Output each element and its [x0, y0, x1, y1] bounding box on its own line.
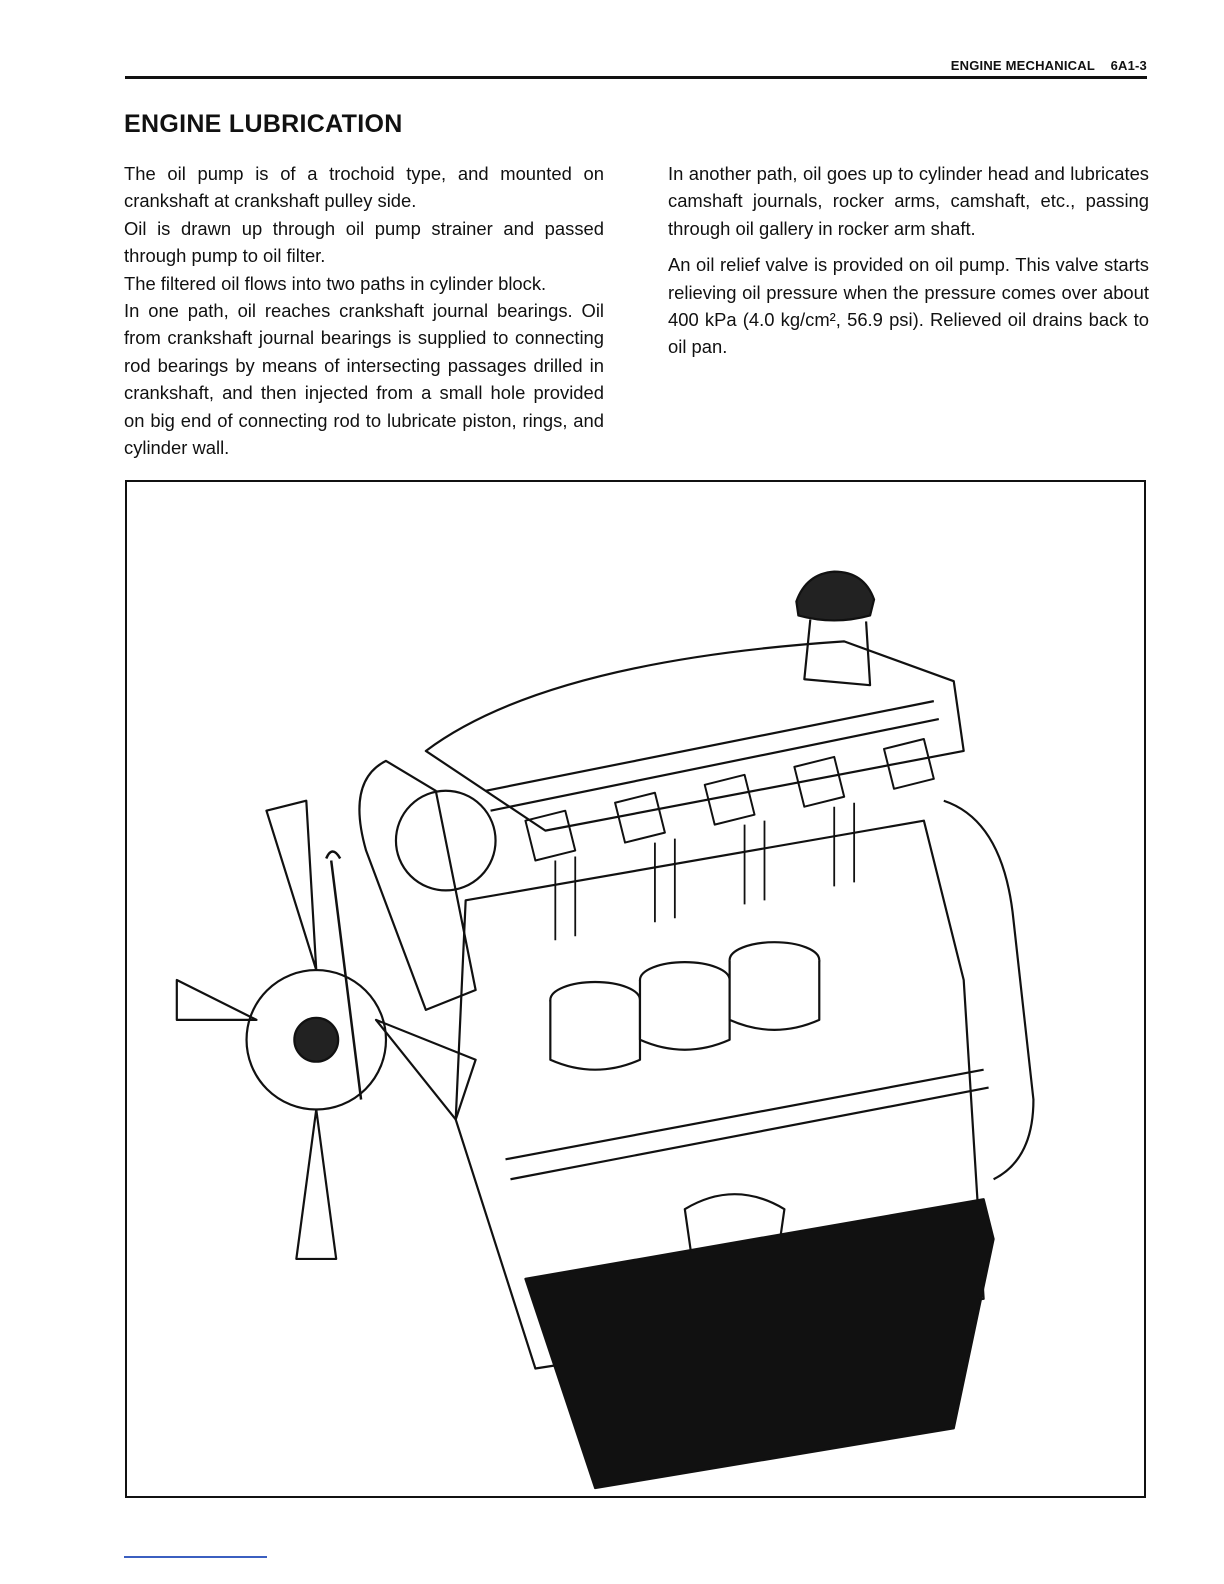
page-header: [125, 58, 1147, 79]
exhaust-manifold: [944, 801, 1034, 1180]
left-text-column: [124, 160, 604, 461]
crankshaft: [506, 1070, 989, 1180]
cooling-fan: [177, 801, 476, 1259]
page-title: ENGINE LUBRICATION: [124, 110, 403, 138]
paragraph: The oil pump is of a trochoid type, and mounted on crankshaft at crankshaft pulley side.: [124, 163, 604, 212]
paragraph: In another path, oil goes up to cylinder head and lubricates camshaft journals, rocker arms, camshaft, etc., passing through oil gallery in rocker arm shaft.: [668, 163, 1149, 239]
rocker-arms: [525, 739, 933, 861]
engine-cutaway-illustration: [127, 482, 1144, 1496]
right-text-column: [668, 160, 1149, 361]
footer-rule: [124, 1556, 267, 1558]
oil-filler-cap: [796, 572, 874, 621]
header-page-number: 6A1-3: [1110, 58, 1147, 73]
oil-filler-neck: [804, 619, 870, 685]
pistons: [550, 942, 819, 1069]
paragraph: In one path, oil reaches crankshaft journal bearings. Oil from crankshaft journal bearings is supplied to connecting rod bearings by means of intersecting passages drilled in crankshaft, and then injected from a small hole provided on big end of connecting rod to lubricate piston, rings, and cylinder wall.: [124, 300, 604, 459]
paragraph: The filtered oil flows into two paths in cylinder block.: [124, 272, 547, 294]
oil-pan: [525, 1199, 993, 1488]
paragraph: Oil is drawn up through oil pump strainer and passed through pump to oil filter.: [124, 217, 604, 267]
camshaft: [486, 701, 939, 811]
cylinder-head: [426, 641, 964, 830]
paragraph: An oil relief valve is provided on oil pump. This valve starts relieving oil pressure when the pressure comes over about 400 kPa (4.0 kg/cm², 56.9 psi). Relieved oil drains back to oil pan.: [668, 254, 1149, 358]
header-section-title: ENGINE MECHANICAL: [950, 58, 1095, 73]
valve-springs: [555, 803, 854, 940]
engine-illustration-frame: [125, 480, 1146, 1498]
